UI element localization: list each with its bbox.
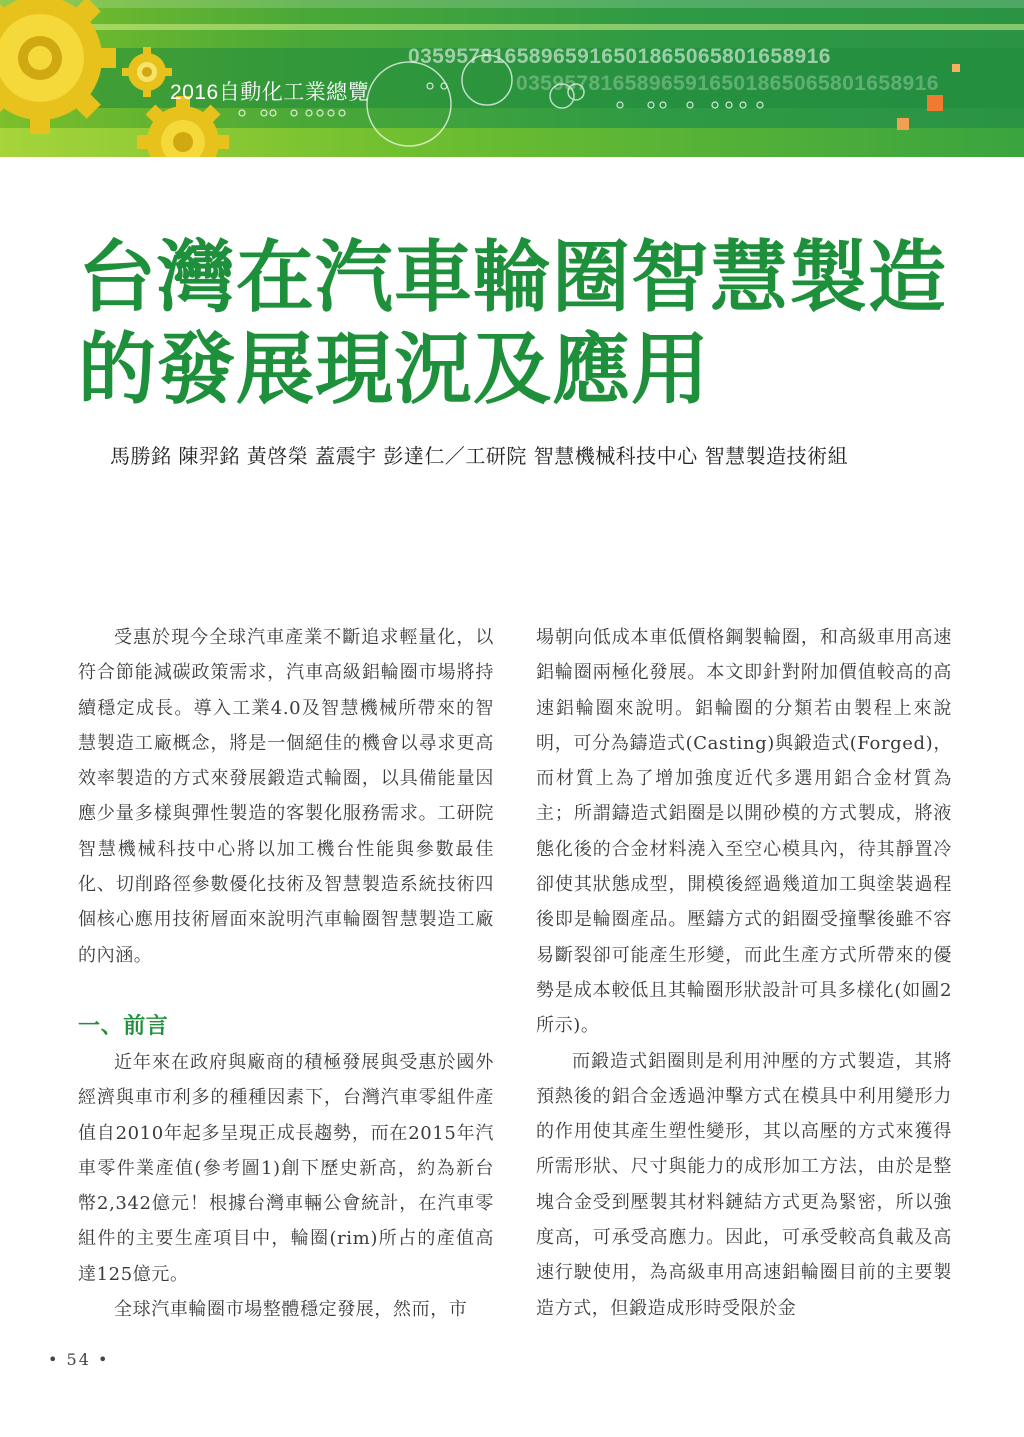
banner-label: 2016自動化工業總覽: [170, 81, 370, 104]
orange-square: [927, 95, 943, 111]
section-heading: 一、前言: [78, 1013, 169, 1039]
banner-digits: 0359578165896591650186506580165891​6: [516, 72, 939, 95]
body-paragraph: 場朝向低成本車低價格鋼製輪圈，和高級車用高速鋁輪圈兩極化發展。本文即針對附加價值較高的高速鋁輪圈來說明。鋁輪圈的分類若由製程上來說明，可分為鑄造式(Casting)與鍛造式(Forged)，而材質上為了增加強度近代多選用鋁合金材質為主；所謂鑄造式鋁圈是以開砂模的方式製成，將液態化後的合金材料澆入至空心模具內，待其靜置冷卻使其狀態成型，開模後經過幾道加工與塗裝過程後即是輪圈產品。壓鑄方式的鋁圈受撞擊後雖不容易斷裂卻可能產生形變，而此生產方式所帶來的優勢是成本較低且其輪圈形狀設計可具多樣化(如圖2所示)。: [536, 627, 952, 1037]
banner-digits: 035957816589659165018650658016589​16: [408, 45, 831, 68]
title-line: 的發展現況及應用: [78, 325, 711, 415]
right-column: [536, 620, 952, 1326]
gear-icon: [122, 47, 172, 97]
orange-square: [897, 118, 909, 130]
page-number: • 54 •: [48, 1350, 110, 1369]
author-byline: 馬勝銘 陳羿銘 黃啓榮 蓋震宇 彭達仁／工研院 智慧機械科技中心 智慧製造技術組: [110, 444, 849, 468]
body-paragraph: 而鍛造式鋁圈則是利用沖壓的方式製造，其將預熱後的鋁合金透過沖擊方式在模具中利用變形力的作用使其產生塑性變形，其以高壓的方式來獲得所需形狀、尺寸與能力的成形加工方法，由於是整塊合金受到壓製其材料鏈結方式更為緊密，所以強度高，可承受高應力。因此，可承受較高負載及高速行駛使用，為高級車用高速鋁輪圈目前的主要製造方式，但鍛造成形時受限於金: [536, 1050, 952, 1319]
orange-square: [952, 64, 960, 72]
left-column: [78, 620, 494, 1327]
intro-paragraph: 受惠於現今全球汽車產業不斷追求輕量化，以符合節能減碳政策需求，汽車高級鋁輪圈市場將持續穩定成長。導入工業4.0及智慧機械所帶來的智慧製造工廠概念，將是一個絕佳的機會以尋求更高效率製造的方式來發展鍛造式輪圈，以具備能量因應少量多樣與彈性製造的客製化服務需求。工研院智慧機械科技中心將以加工機台性能與參數最佳化、切削路徑參數優化技術及智慧製造系統技術四個核心應用技術層面來說明汽車輪圈智慧製造工廠的內涵。: [78, 627, 494, 966]
body-paragraph: 近年來在政府與廠商的積極發展與受惠於國外經濟與車市利多的種種因素下，台灣汽車零組件產值自2010年起多呈現正成長趨勢，而在2015年汽車零件業產值(參考圖1)創下歷史新高，約為新台幣2,342億元！根據台灣車輛公會統計，在汽車零組件的主要生產項目中，輪圈(rim)所占的產值高達125億元。: [78, 1051, 494, 1285]
gear-icon: [0, 0, 116, 134]
body-paragraph: 全球汽車輪圈市場整體穩定發展，然而，市: [114, 1299, 468, 1321]
header-banner: [0, 0, 1024, 157]
title-line: 台灣在汽車輪圈智慧製造: [78, 233, 948, 323]
article-title: [78, 232, 978, 416]
